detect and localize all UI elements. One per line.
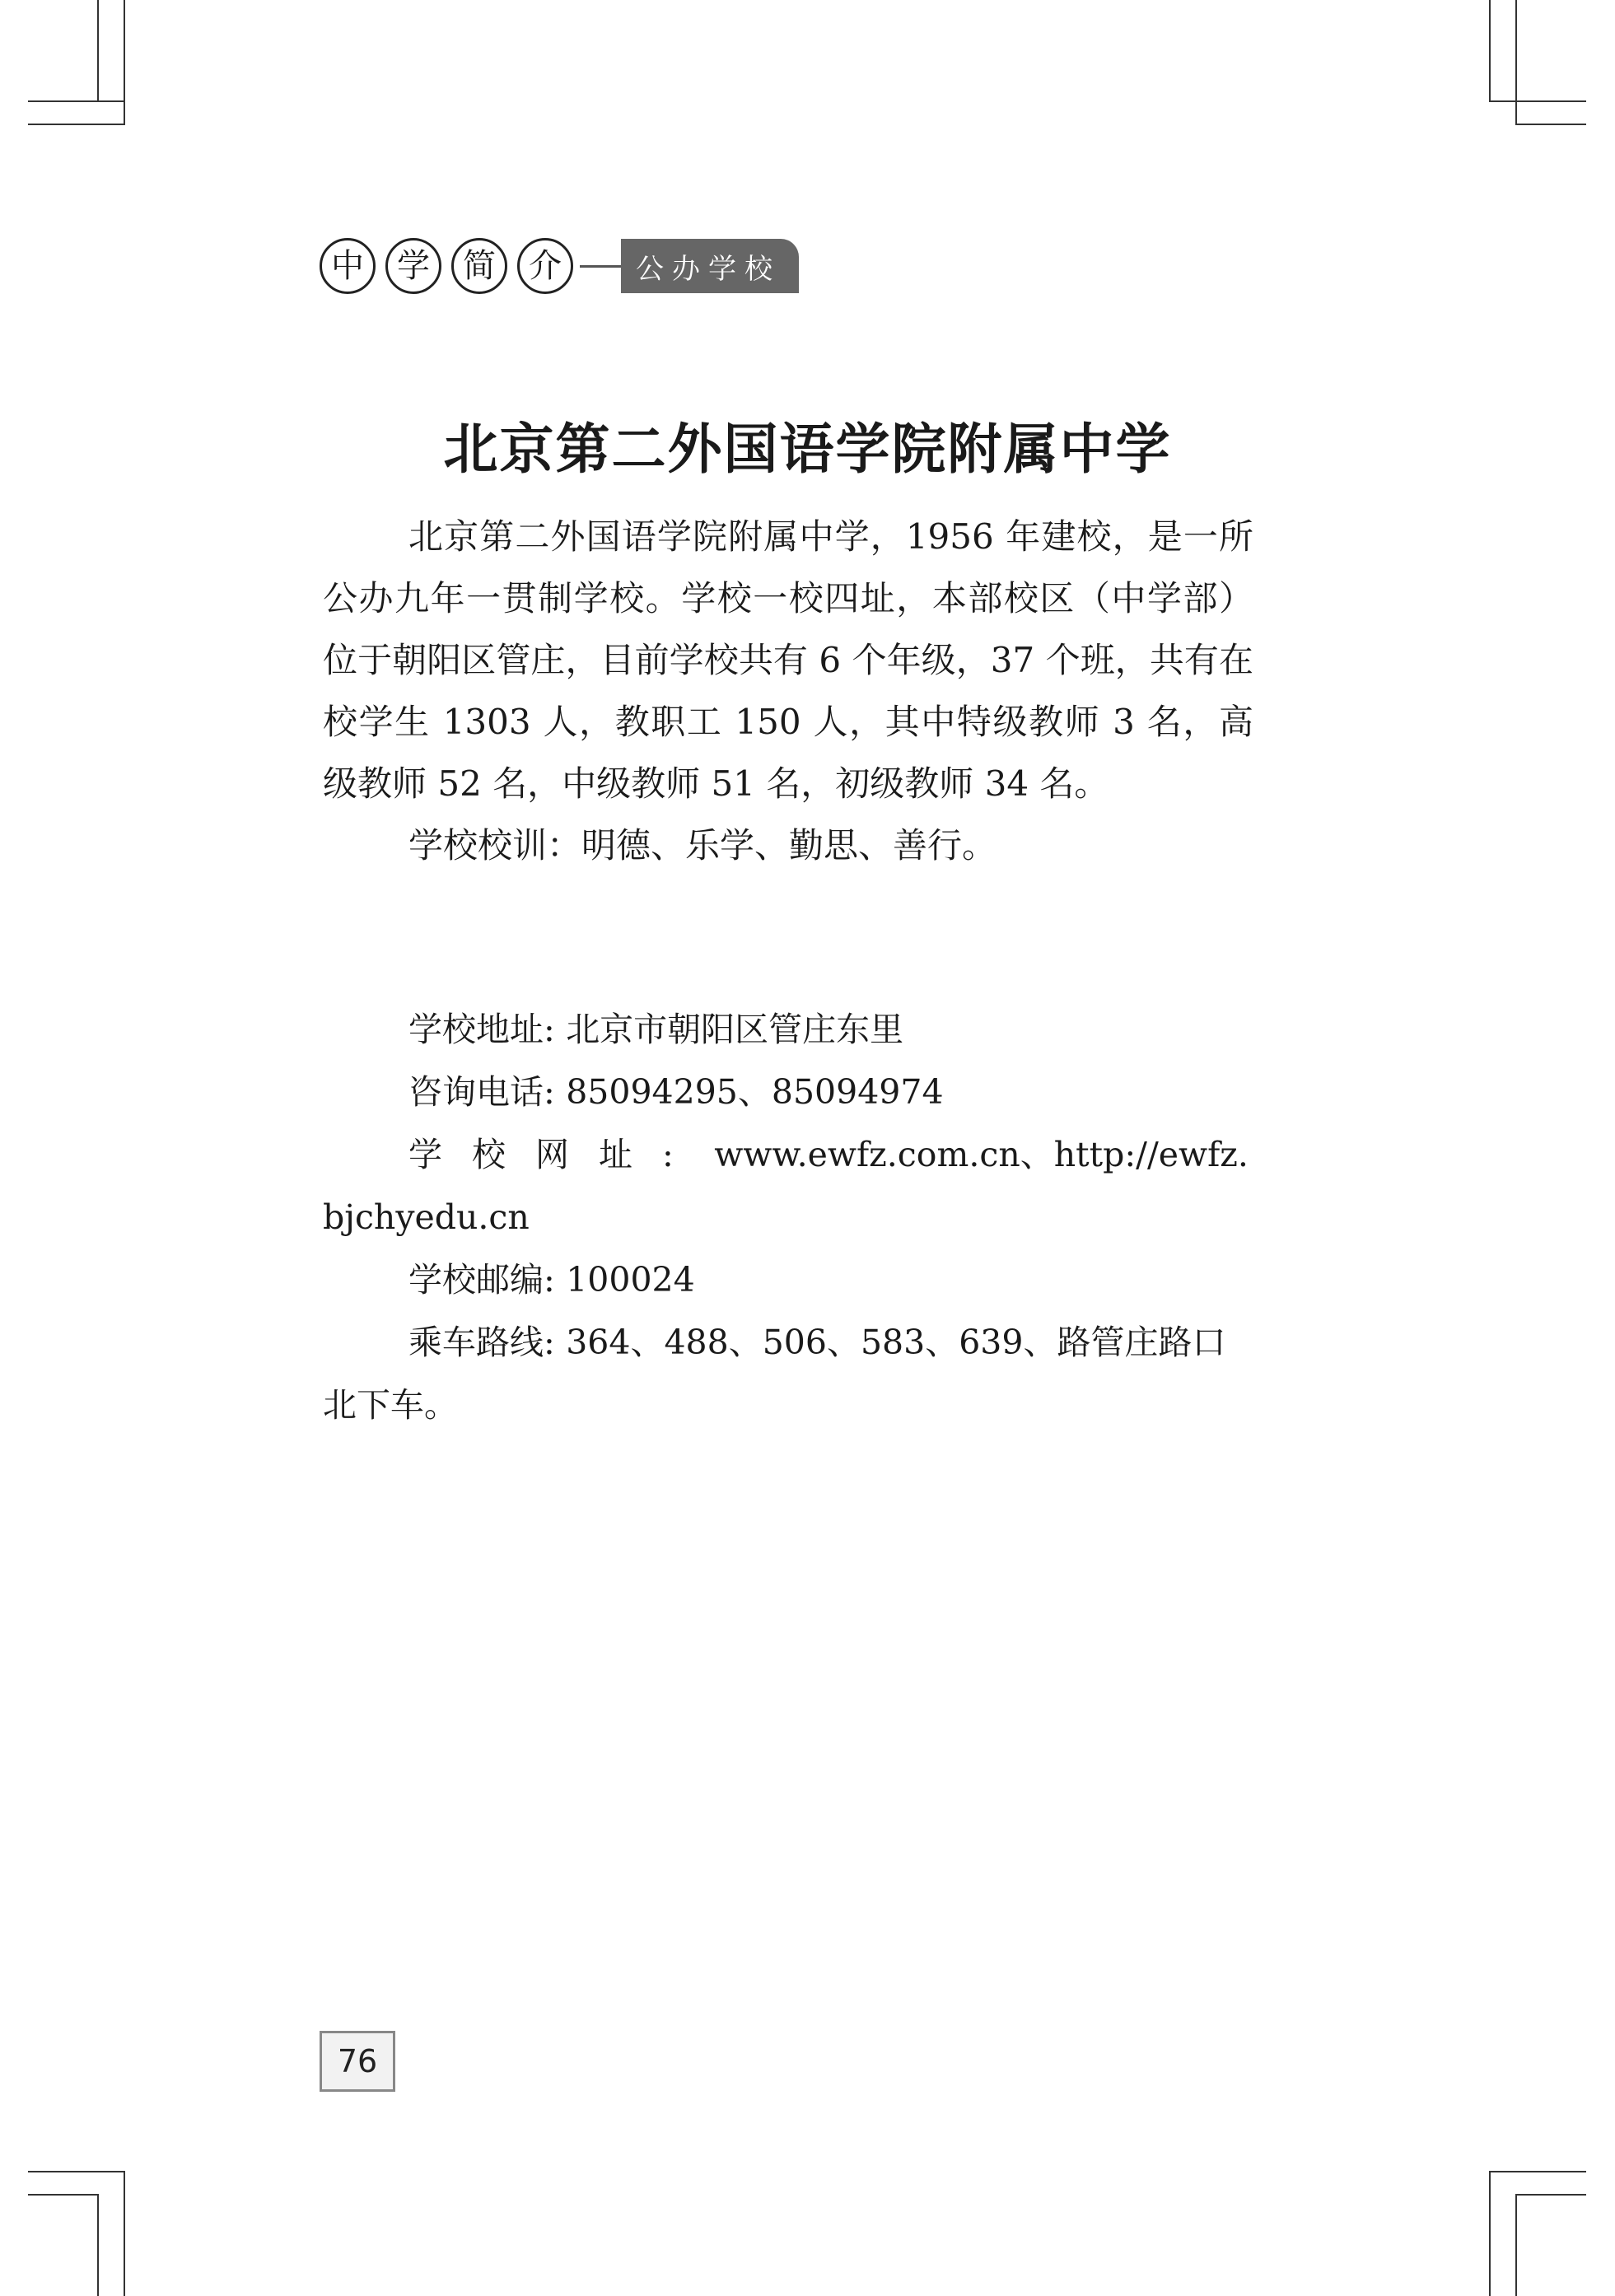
intro-text	[323, 506, 1253, 876]
crop-mark	[1489, 0, 1491, 102]
crop-mark	[1489, 2171, 1491, 2296]
phone-value: 85094295、85094974	[566, 1072, 944, 1112]
website-value: www.ewfz.com.cn、http://ewfz.bjchyedu.cn	[323, 1135, 1249, 1237]
address-label: 学校地址:	[408, 1010, 555, 1049]
crop-mark	[28, 100, 125, 102]
header-circle-char: 简	[451, 238, 507, 294]
header-connector-line	[580, 265, 621, 268]
bus-label: 乘车路线:	[408, 1323, 555, 1362]
crop-mark	[124, 2171, 125, 2296]
crop-mark	[1489, 100, 1586, 102]
phone-line	[323, 1061, 1253, 1123]
header-circle-char: 介	[517, 238, 573, 294]
crop-mark	[97, 2194, 99, 2296]
website-label: 学校网址:	[408, 1135, 703, 1174]
crop-mark	[124, 0, 125, 125]
crop-mark	[28, 2194, 99, 2196]
contact-info	[323, 998, 1253, 1436]
crop-mark	[1489, 2171, 1586, 2172]
crop-mark	[1515, 0, 1517, 125]
crop-mark	[28, 124, 125, 125]
crop-mark	[28, 2171, 125, 2172]
postcode-line	[323, 1248, 1253, 1311]
header-circle-char: 中	[320, 238, 376, 294]
bus-value: 364、488、506、583、639、路管庄路口北下车。	[323, 1323, 1226, 1425]
bus-line	[323, 1311, 1253, 1436]
website-line	[323, 1123, 1253, 1248]
address-value: 北京市朝阳区管庄东里	[566, 1010, 904, 1049]
section-header	[320, 237, 799, 295]
crop-mark	[97, 0, 99, 102]
crop-mark	[1515, 124, 1586, 125]
postcode-label: 学校邮编:	[408, 1260, 555, 1300]
motto-paragraph: 学校校训：明德、乐学、勤思、善行。	[408, 825, 997, 866]
postcode-value: 100024	[566, 1260, 695, 1300]
crop-mark	[1515, 2194, 1517, 2296]
address-line	[323, 998, 1253, 1061]
page-number: 76	[320, 2031, 395, 2092]
header-circle-char: 学	[385, 238, 441, 294]
category-tag: 公办学校	[621, 239, 799, 293]
page-title: 北京第二外国语学院附属中学	[443, 418, 1172, 481]
phone-label: 咨询电话:	[408, 1072, 555, 1112]
intro-paragraph: 北京第二外国语学院附属中学，1956 年建校，是一所公办九年一贯制学校。学校一校四址，本部校区（中学部）位于朝阳区管庄，目前学校共有 6 个年级，37 个班，共有在校学生 1303 人，教职工 150 人，其中特级教师 3 名，高级教师 52 名，中级教师 51 名，初级教师 34 名。	[323, 516, 1253, 804]
crop-mark	[1515, 2194, 1586, 2196]
